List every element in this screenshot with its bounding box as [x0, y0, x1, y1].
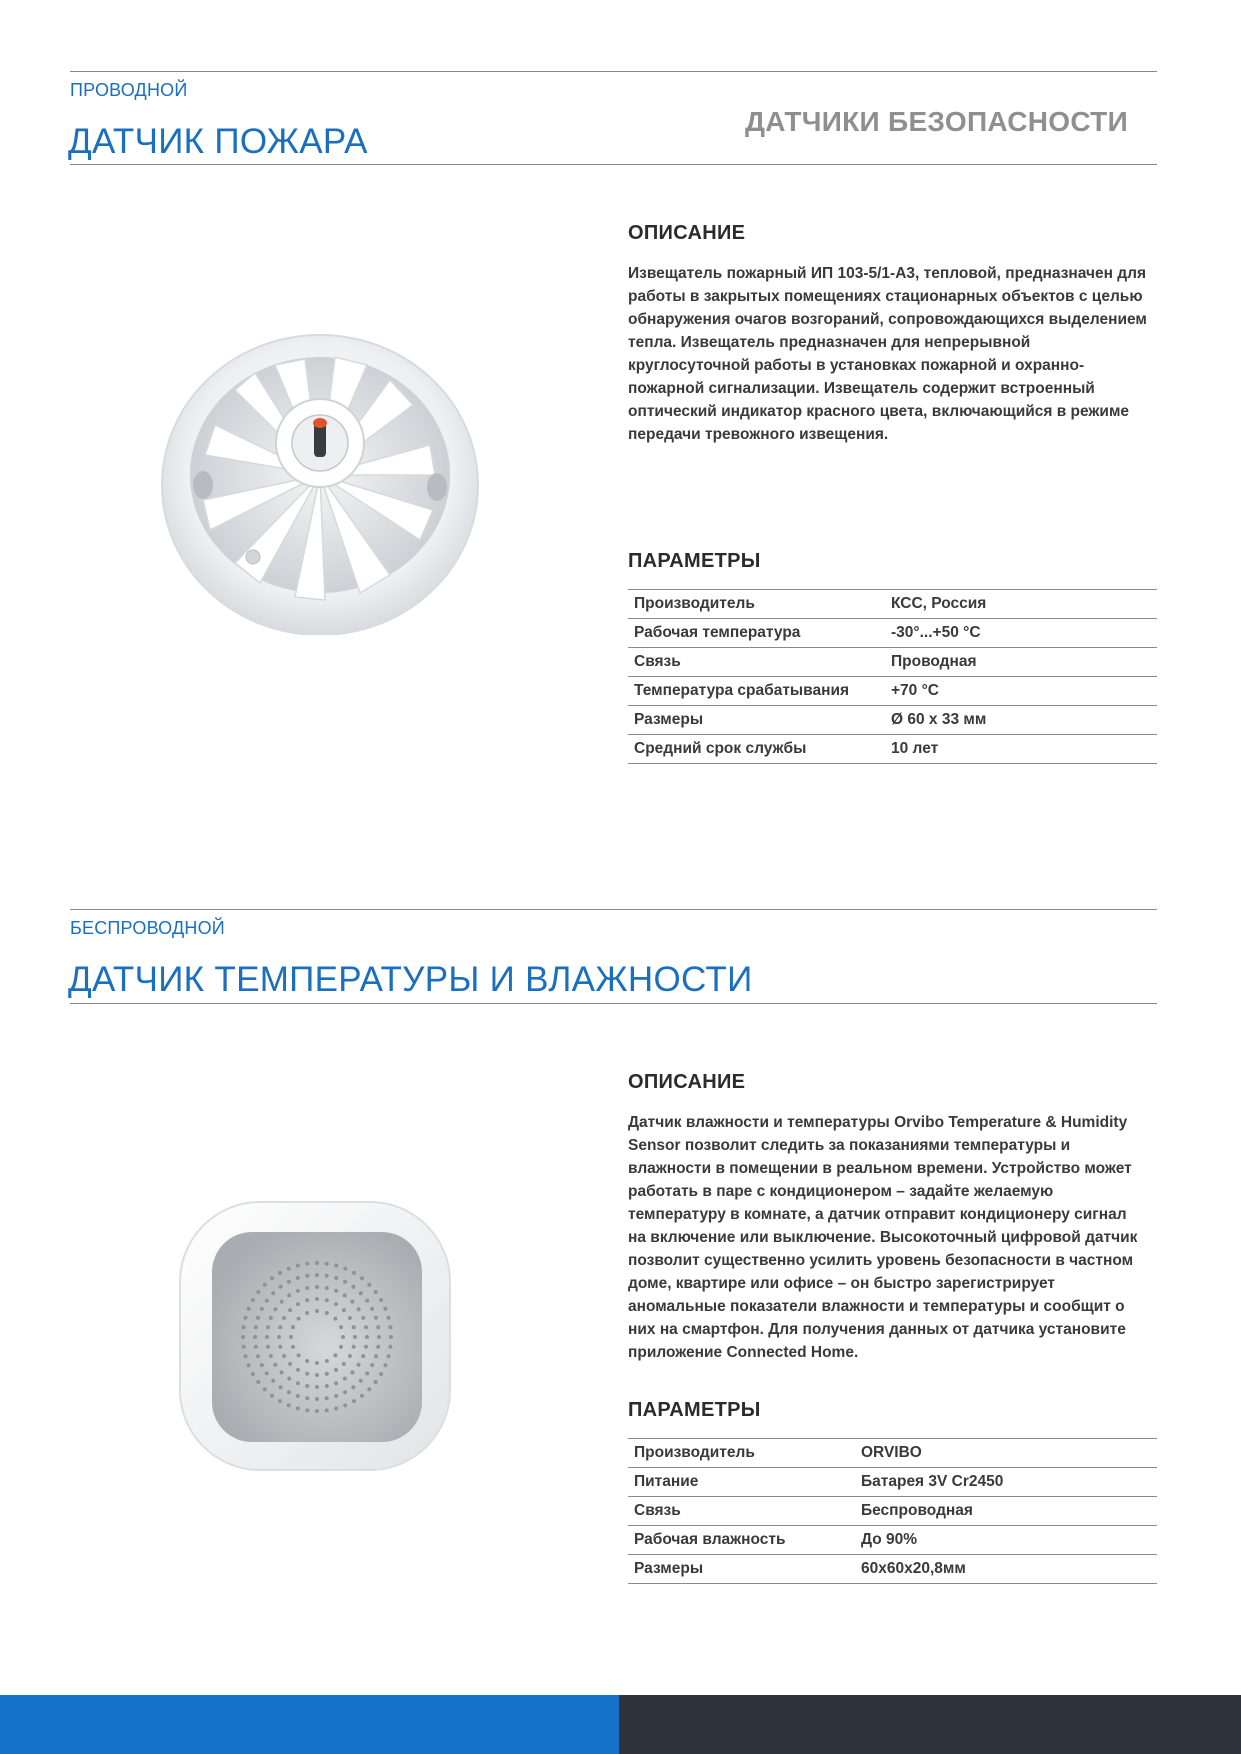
title-rule	[70, 164, 1157, 165]
section-rule	[70, 909, 1157, 910]
table-row	[628, 677, 1157, 706]
param-value: Беспроводная	[855, 1497, 1157, 1526]
table-row	[628, 1555, 1157, 1584]
table-row	[628, 1497, 1157, 1526]
param-value: 60х60х20,8мм	[855, 1555, 1157, 1584]
footer-band-blue	[0, 1695, 619, 1754]
title-rule	[70, 1003, 1157, 1004]
product-type-label: ПРОВОДНОЙ	[70, 80, 188, 100]
param-value: +70 °С	[885, 677, 1157, 706]
table-row	[628, 735, 1157, 764]
param-label: Размеры	[628, 706, 885, 735]
params-heading: ПАРАМЕТРЫ	[628, 1399, 761, 1421]
param-value: КСС, Россия	[885, 590, 1157, 619]
params-table	[628, 589, 1157, 764]
param-value: -30°...+50 °С	[885, 619, 1157, 648]
param-value: Ø 60 х 33 мм	[885, 706, 1157, 735]
table-row	[628, 1526, 1157, 1555]
param-label: Связь	[628, 1497, 855, 1526]
description-heading: ОПИСАНИЕ	[628, 1071, 746, 1093]
param-value: Батарея 3V Cr2450	[855, 1468, 1157, 1497]
description-heading: ОПИСАНИЕ	[628, 222, 746, 244]
table-row	[628, 590, 1157, 619]
param-value: До 90%	[855, 1526, 1157, 1555]
param-label: Производитель	[628, 1439, 855, 1468]
table-row	[628, 706, 1157, 735]
param-label: Средний срок службы	[628, 735, 885, 764]
humidity-sensor-icon	[170, 1190, 460, 1480]
param-label: Производитель	[628, 590, 885, 619]
top-rule	[70, 71, 1157, 72]
product-title: ДАТЧИК ПОЖАРА	[68, 122, 368, 161]
footer-band-dark	[619, 1695, 1241, 1754]
param-value: Проводная	[885, 648, 1157, 677]
params-table	[628, 1438, 1157, 1584]
product-title: ДАТЧИК ТЕМПЕРАТУРЫ И ВЛАЖНОСТИ	[68, 960, 753, 999]
table-row	[628, 619, 1157, 648]
param-value: 10 лет	[885, 735, 1157, 764]
params-heading: ПАРАМЕТРЫ	[628, 550, 761, 572]
table-row	[628, 1468, 1157, 1497]
fire-detector-image	[150, 320, 490, 640]
table-row	[628, 648, 1157, 677]
product-type-label: БЕСПРОВОДНОЙ	[70, 918, 225, 938]
param-label: Рабочая температура	[628, 619, 885, 648]
table-row	[628, 1439, 1157, 1468]
humidity-sensor-image	[165, 1185, 465, 1485]
param-label: Размеры	[628, 1555, 855, 1584]
description-text: Датчик влажности и температуры Orvibo Temperature & Humidity Sensor позволит следить за показаниями температуры и влажности в помещении в реальном времени. Устройство может работать в паре с кондиционером – задайте желаемую температуру в комнате, а датчик отправит кондиционеру сигнал на включение или выключение. Высокоточный цифровой датчик позволит существенно усилить уровень безопасности в частном доме, квартире или офисе – он быстро зарегистрирует аномальные показатели влажности и температуры и сообщит о них на смартфон. Для получения данных от датчика установите приложение Connected Home.	[628, 1114, 1138, 1361]
param-value: ORVIBO	[855, 1439, 1157, 1468]
param-label: Питание	[628, 1468, 855, 1497]
fire-detector-icon	[155, 325, 485, 635]
description-text: Извещатель пожарный ИП 103-5/1-А3, тепловой, предназначен для работы в закрытых помещениях стационарных объектов с целью обнаружения очагов возгораний, сопровождающихся выделением тепла. Извещатель предназначен для непрерывной круглосуточной работы в установках пожарной и охранно-пожарной сигнализации. Извещатель содержит встроенный оптический индикатор красного цвета, включающийся в режиме передачи тревожного извещения.	[628, 265, 1147, 443]
param-label: Температура срабатывания	[628, 677, 885, 706]
param-label: Связь	[628, 648, 885, 677]
param-label: Рабочая влажность	[628, 1526, 855, 1555]
category-title: ДАТЧИКИ БЕЗОПАСНОСТИ	[744, 106, 1128, 137]
